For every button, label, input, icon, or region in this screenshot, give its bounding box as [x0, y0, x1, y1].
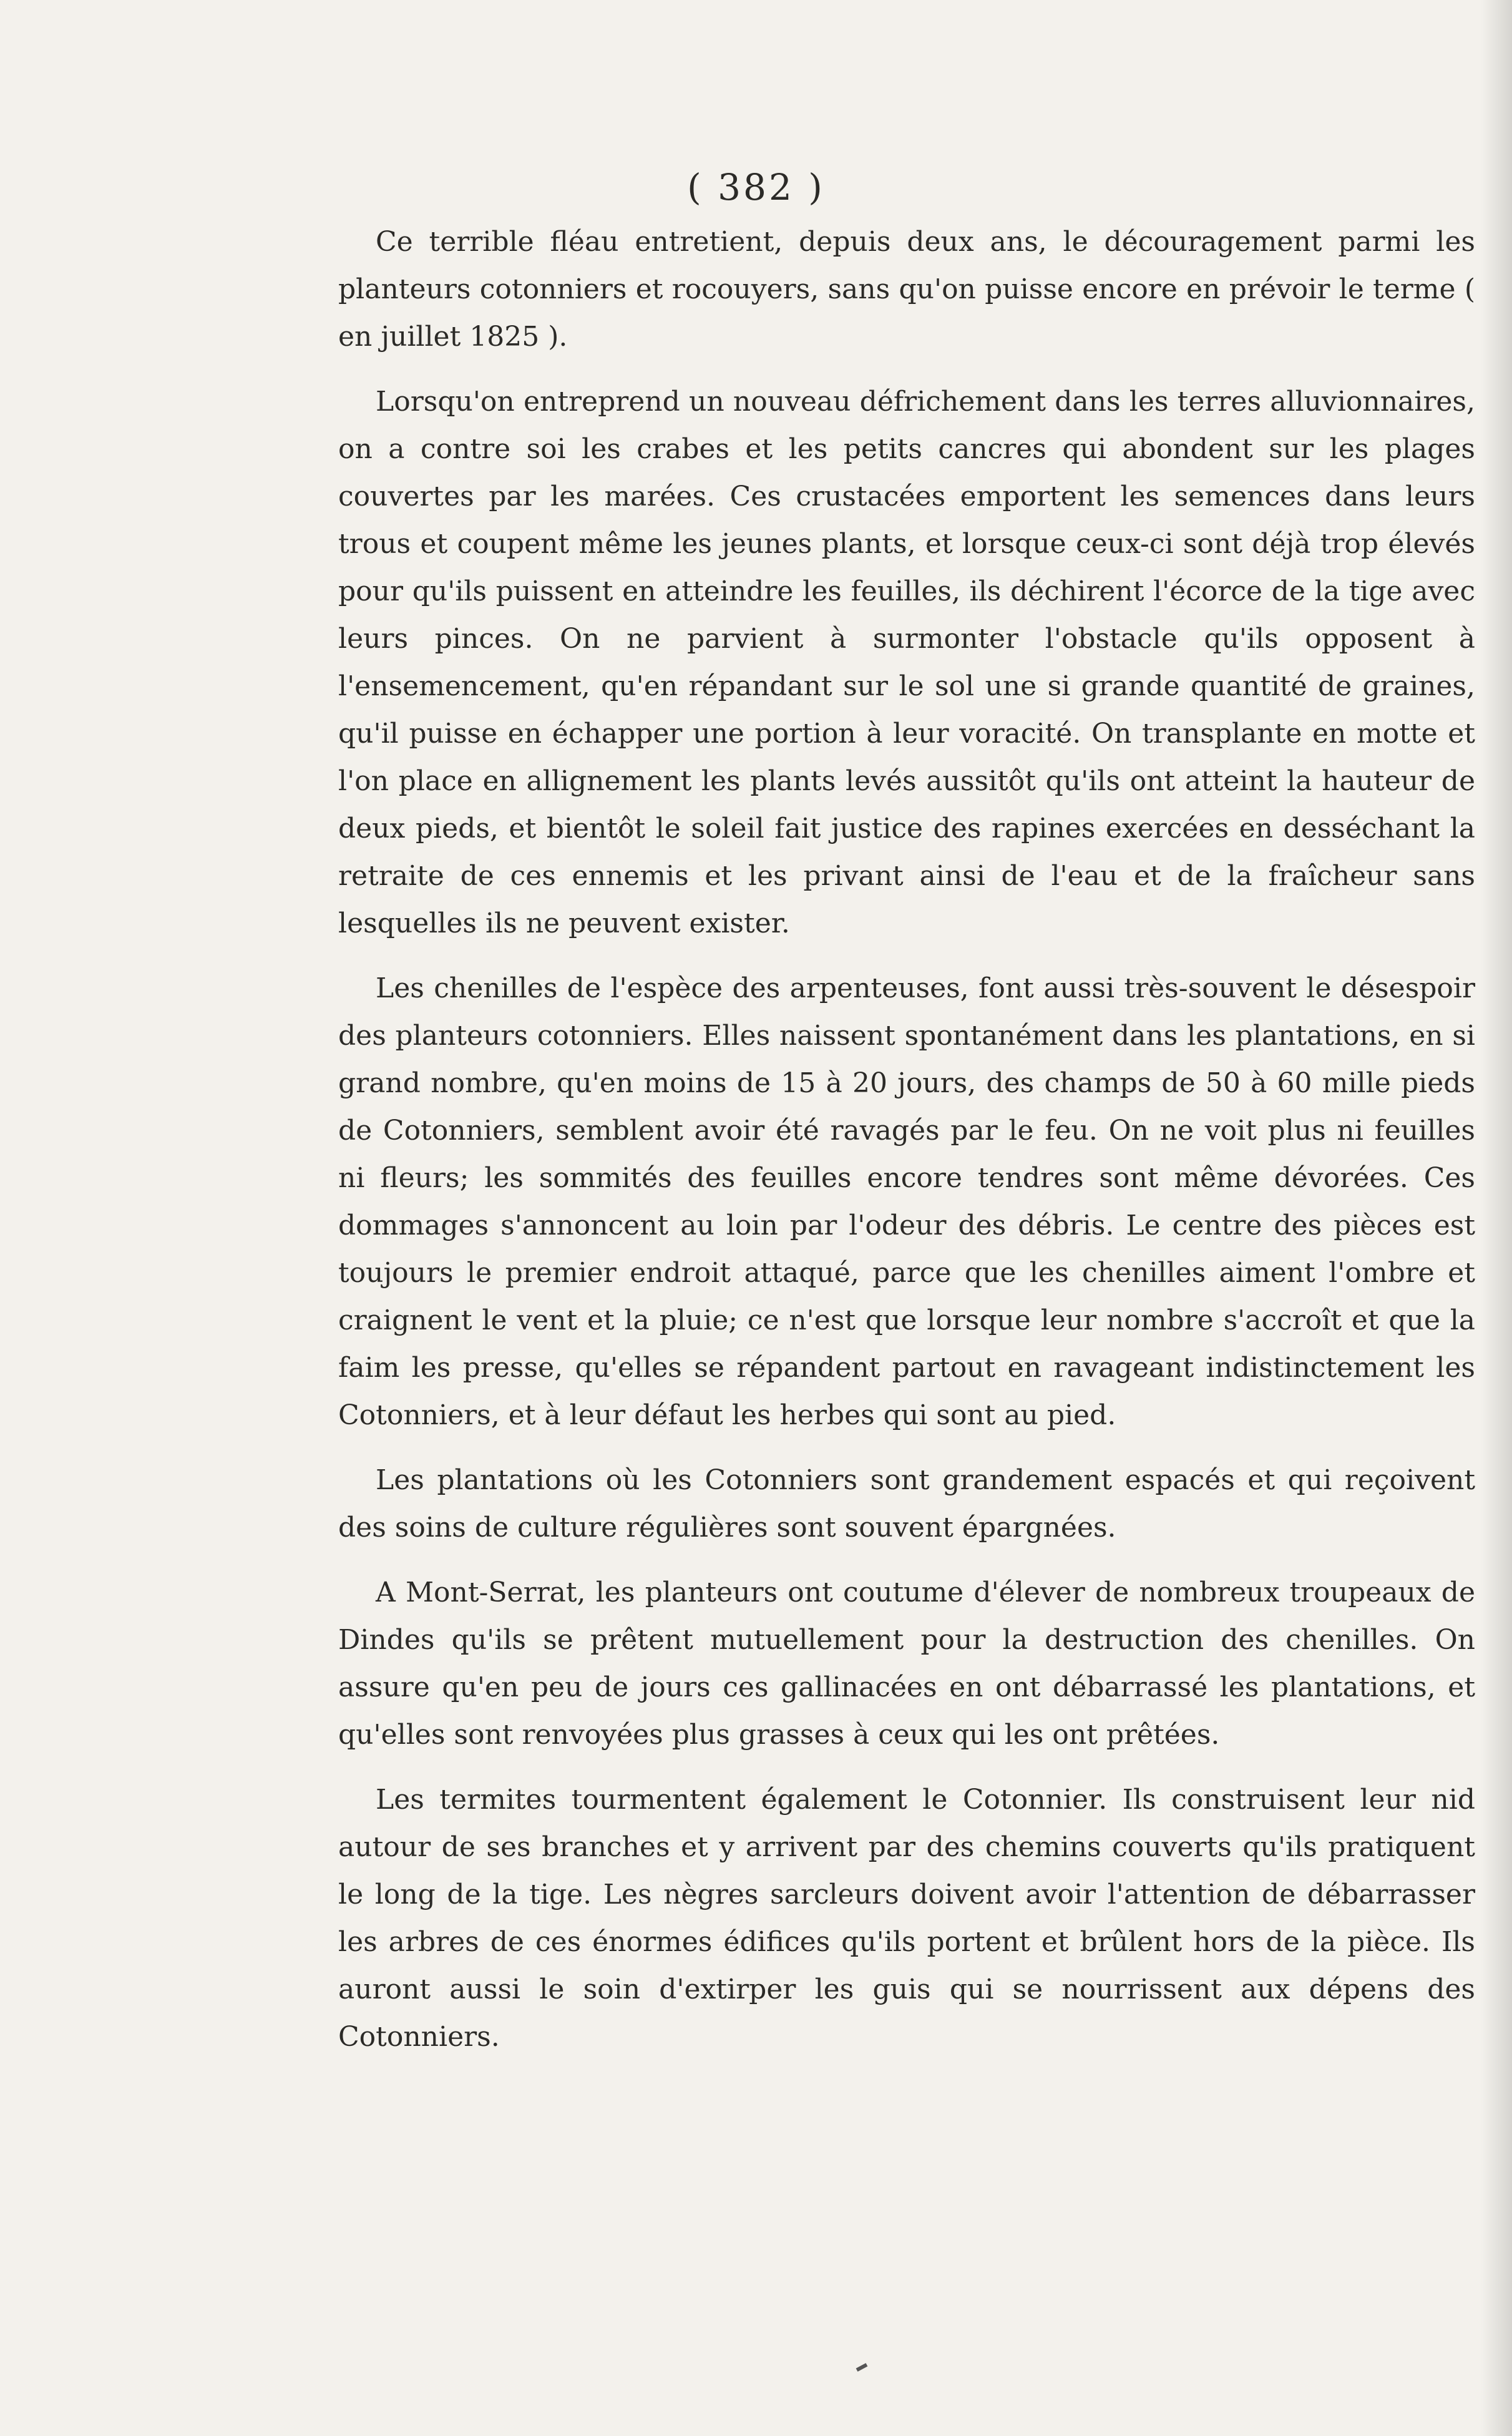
page-number: ( 382 ) [687, 166, 825, 208]
paragraph-termites: Les termites tourmentent également le Cotonnier. Ils construisent leur nid autour de ses branches et y arrivent par des chemins couverts qu'ils pratiquent le long de la tige. Les nègres sarcleurs doivent avoir l'attention de débarrasser les arbres de ces énormes édifices qu'ils portent et brûlent hors de la pièce. Ils auront aussi le soin d'extirper les guis qui se nourrissent aux dépens des Cotonniers. [338, 1784, 1475, 2053]
paragraph-mont-serrat: A Mont-Serrat, les planteurs ont coutume d'élever de nombreux troupeaux de Dindes qu'ils se prêtent mutuellement pour la destruction des chenilles. On assure qu'en peu de jours ces gallinacées en ont débarrassé les plantations, et qu'elles sont renvoyées plus grasses à ceux qui les ont prêtées. [338, 1577, 1475, 1751]
paragraph-scourge: Ce terrible fléau entretient, depuis deux ans, le découragement parmi les planteurs cotonniers et rocouyers, sans qu'on puisse encore en prévoir le terme ( en juillet 1825 ). [338, 226, 1475, 353]
body-text [338, 218, 1475, 2078]
paragraph-caterpillars: Les chenilles de l'espèce des arpenteuses, font aussi très-souvent le désespoir des planteurs cotonniers. Elles naissent spontanément dans les plantations, en si grand nombre, qu'en moins de 15 à 20 jours, des champs de 50 à 60 mille pieds de Cotonniers, semblent avoir été ravagés par le feu. On ne voit plus ni feuilles ni fleurs; les sommités des feuilles encore tendres sont même dévorées. Ces dommages s'annoncent au loin par l'odeur des débris. Le centre des pièces est toujours le premier endroit attaqué, parce que les chenilles aiment l'ombre et craignent le vent et la pluie; ce n'est que lorsque leur nombre s'accroît et que la faim les presse, qu'elles se répandent partout en ravageant indistinctement les Cotonniers, et à leur défaut les herbes qui sont au pied. [338, 972, 1475, 1431]
paragraph-spaced-plantations: Les plantations où les Cotonniers sont grandement espacés et qui reçoivent des soins de culture régulières sont souvent épargnées. [338, 1464, 1475, 1543]
ink-mark [856, 2363, 868, 2372]
paragraph-crabs: Lorsqu'on entreprend un nouveau défrichement dans les terres alluvionnaires, on a contre soi les crabes et les petits cancres qui abondent sur les plages couvertes par les marées. Ces crustacées emportent les semences dans leurs trous et coupent même les jeunes plants, et lorsque ceux-ci sont déjà trop élevés pour qu'ils puissent en atteindre les feuilles, ils déchirent l'écorce de la tige avec leurs pinces. On ne parvient à surmonter l'obstacle qu'ils opposent à l'ensemencement, qu'en répandant sur le sol une si grande quantité de graines, qu'il puisse en échapper une portion à leur voracité. On transplante en motte et l'on place en allignement les plants levés aussitôt qu'ils ont atteint la hauteur de deux pieds, et bientôt le soleil fait justice des rapines exercées en desséchant la retraite de ces ennemis et les privant ainsi de l'eau et de la fraîcheur sans lesquelles ils ne peuvent exister. [338, 386, 1475, 939]
page-edge-shadow [1481, 0, 1512, 2436]
